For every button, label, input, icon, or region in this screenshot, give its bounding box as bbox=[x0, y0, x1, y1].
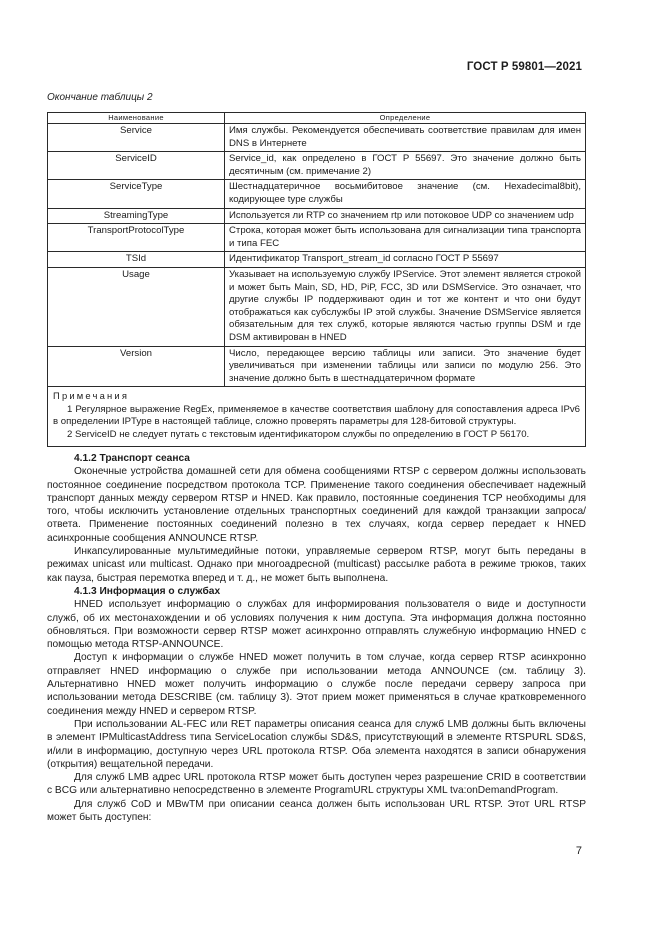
row-name: Service bbox=[48, 124, 225, 152]
row-definition: Service_id, как определено в ГОСТ Р 55697. Это значение должно быть десятичным (см. примечание 2) bbox=[225, 152, 586, 180]
row-name: TransportProtocolType bbox=[48, 224, 225, 252]
table-row bbox=[48, 252, 586, 268]
paragraph: Доступ к информации о службе HNED может получить в том случае, когда сервер RTSP асинхронно отправляет HNED информацию о службе при использовании метода ANNOUNCE (см. таблицу 3). Альтернативно HNED может получить информацию о службе после передачи серверу запроса при использовании метода DESCRIBE (см. таблицу 3). Этот прием может применяться в случае кратковременного соединения между HNED и сервером RTSP. bbox=[47, 652, 586, 717]
table-row bbox=[48, 124, 586, 152]
table-row bbox=[48, 180, 586, 208]
section-heading-4-1-2: 4.1.2 Транспорт сеанса bbox=[74, 453, 190, 464]
column-header-definition: Определение bbox=[225, 113, 586, 124]
table-row bbox=[48, 224, 586, 252]
paragraph: HNED использует информацию о службах для информирования пользователя о виде и доступности служб, об их местонахождении и об условиях получения к ним доступа. Эта информация должна постоянно обновляться. При возможности сервер RTSP может асинхронно отправлять служебную информацию HNED с помощью метода RTSP-ANNOUNCE. bbox=[47, 599, 586, 651]
paragraph: Инкапсулированные мультимедийные потоки, управляемые сервером RTSP, могут быть переданы в режимах unicast или multicast. Однако при многоадресной (multicast) рассылке работа в режиме трюков, таких как пауза, быстрая перемотка вперед и т. д., не может быть выполнена. bbox=[47, 546, 586, 584]
document-standard-header: ГОСТ Р 59801—2021 bbox=[466, 61, 582, 73]
row-definition: Число, передающее версию таблицы или записи. Это значение будет увеличиваться при изменении таблицы или записи по модулю 256. Это значение должно быть в шестнадцатеричном формате bbox=[225, 346, 586, 387]
row-definition: Имя службы. Рекомендуется обеспечивать соответствие правилам для имен DNS в Интернете bbox=[225, 124, 586, 152]
row-name: Version bbox=[48, 346, 225, 387]
paragraph: Для служб CoD и MBwTM при описании сеанса должен быть использован URL RTSP. Этот URL RTSP может быть доступен: bbox=[47, 798, 586, 824]
table-header-row bbox=[48, 113, 586, 124]
paragraph: Оконечные устройства домашней сети для обмена сообщениями RTSP с сервером должны использовать постоянное соединение посредством протокола TCP. Применение такого соединения обеспечивает надежный транспорт данных между сервером RTSP и HNED. Как правило, постоянные соединения TCP необходимы для того, чтобы исключить установление отдельных транспортных соединений для каждой транзакции запроса/ответа. Применение постоянных соединений полезно в тех случаях, когда сервер передает к HNED асинхронные сообщения ANNOUNCE RTSP. bbox=[47, 466, 586, 544]
row-name: StreamingType bbox=[48, 208, 225, 224]
paragraph: Для служб LMB адрес URL протокола RTSP может быть доступен через разрешение CRID в соответствии с BCG или альтернативно непосредственно в элементе ProgramURL структуры XML tva:onDemandProgram. bbox=[47, 772, 586, 797]
notes-heading: Примечания bbox=[53, 390, 130, 402]
table-notes-row bbox=[48, 387, 586, 446]
row-definition: Строка, которая может быть использована для сигнализации типа транспорта и типа FEC bbox=[225, 224, 586, 252]
column-header-name: Наименование bbox=[48, 113, 225, 124]
section-heading-4-1-3: 4.1.3 Информация о службах bbox=[74, 585, 221, 597]
row-name: Usage bbox=[48, 267, 225, 346]
note-1: 1 Регулярное выражение RegEx, применяемое в качестве соответствия шаблону для сопоставления адреса IPv6 в определении IPType в настоящей таблице, сложно проверять параметры для 128-битовой структуры. bbox=[53, 403, 580, 428]
page-number: 7 bbox=[575, 845, 582, 857]
row-definition: Указывает на используемую службу IPService. Этот элемент является строкой и может быть Main, SD, HD, PiP, FCC, 3D или DSMService. Это означает, что другие службы IP поддерживают один и тот же контент и что они будут отображаться как субслужбы IP этой службы. Значение DSMService является обязательным для тех служб, которые являются частью группы DSM и где DSM активирован в HNED bbox=[225, 267, 586, 346]
table-row bbox=[48, 208, 586, 224]
document-body bbox=[47, 452, 586, 824]
table-row bbox=[48, 152, 586, 180]
row-definition: Используется ли RTP со значением rtp или потоковое UDP со значением udp bbox=[225, 208, 586, 224]
row-name: ServiceType bbox=[48, 180, 225, 208]
row-name: ServiceID bbox=[48, 152, 225, 180]
table-notes bbox=[48, 387, 586, 446]
row-definition: Шестнадцатеричное восьмибитовое значение (см. Hexadecimal8bit), кодирующее type службы bbox=[225, 180, 586, 208]
table-row bbox=[48, 346, 586, 387]
row-definition: Идентификатор Transport_stream_id согласно ГОСТ Р 55697 bbox=[225, 252, 586, 268]
row-name: TSId bbox=[48, 252, 225, 268]
note-2: 2 ServiceID не следует путать с текстовым идентификатором службы по определению в ГОСТ Р 56170. bbox=[67, 429, 530, 441]
paragraph: При использовании AL-FEC или RET параметры описания сеанса для служб LMB должны быть включены в элемент IPMulticastAddress типа ServiceLocation службы SD&S, присутствующий в элементе RTSPURL SD&S, и/или в информацию, доступную через URL протокола RTSP. Оба элемента находятся в записи обнаружения (открытия) вещательной передачи. bbox=[47, 718, 586, 770]
definitions-table bbox=[47, 112, 586, 447]
table-row bbox=[48, 267, 586, 346]
table-caption: Окончание таблицы 2 bbox=[47, 92, 153, 103]
